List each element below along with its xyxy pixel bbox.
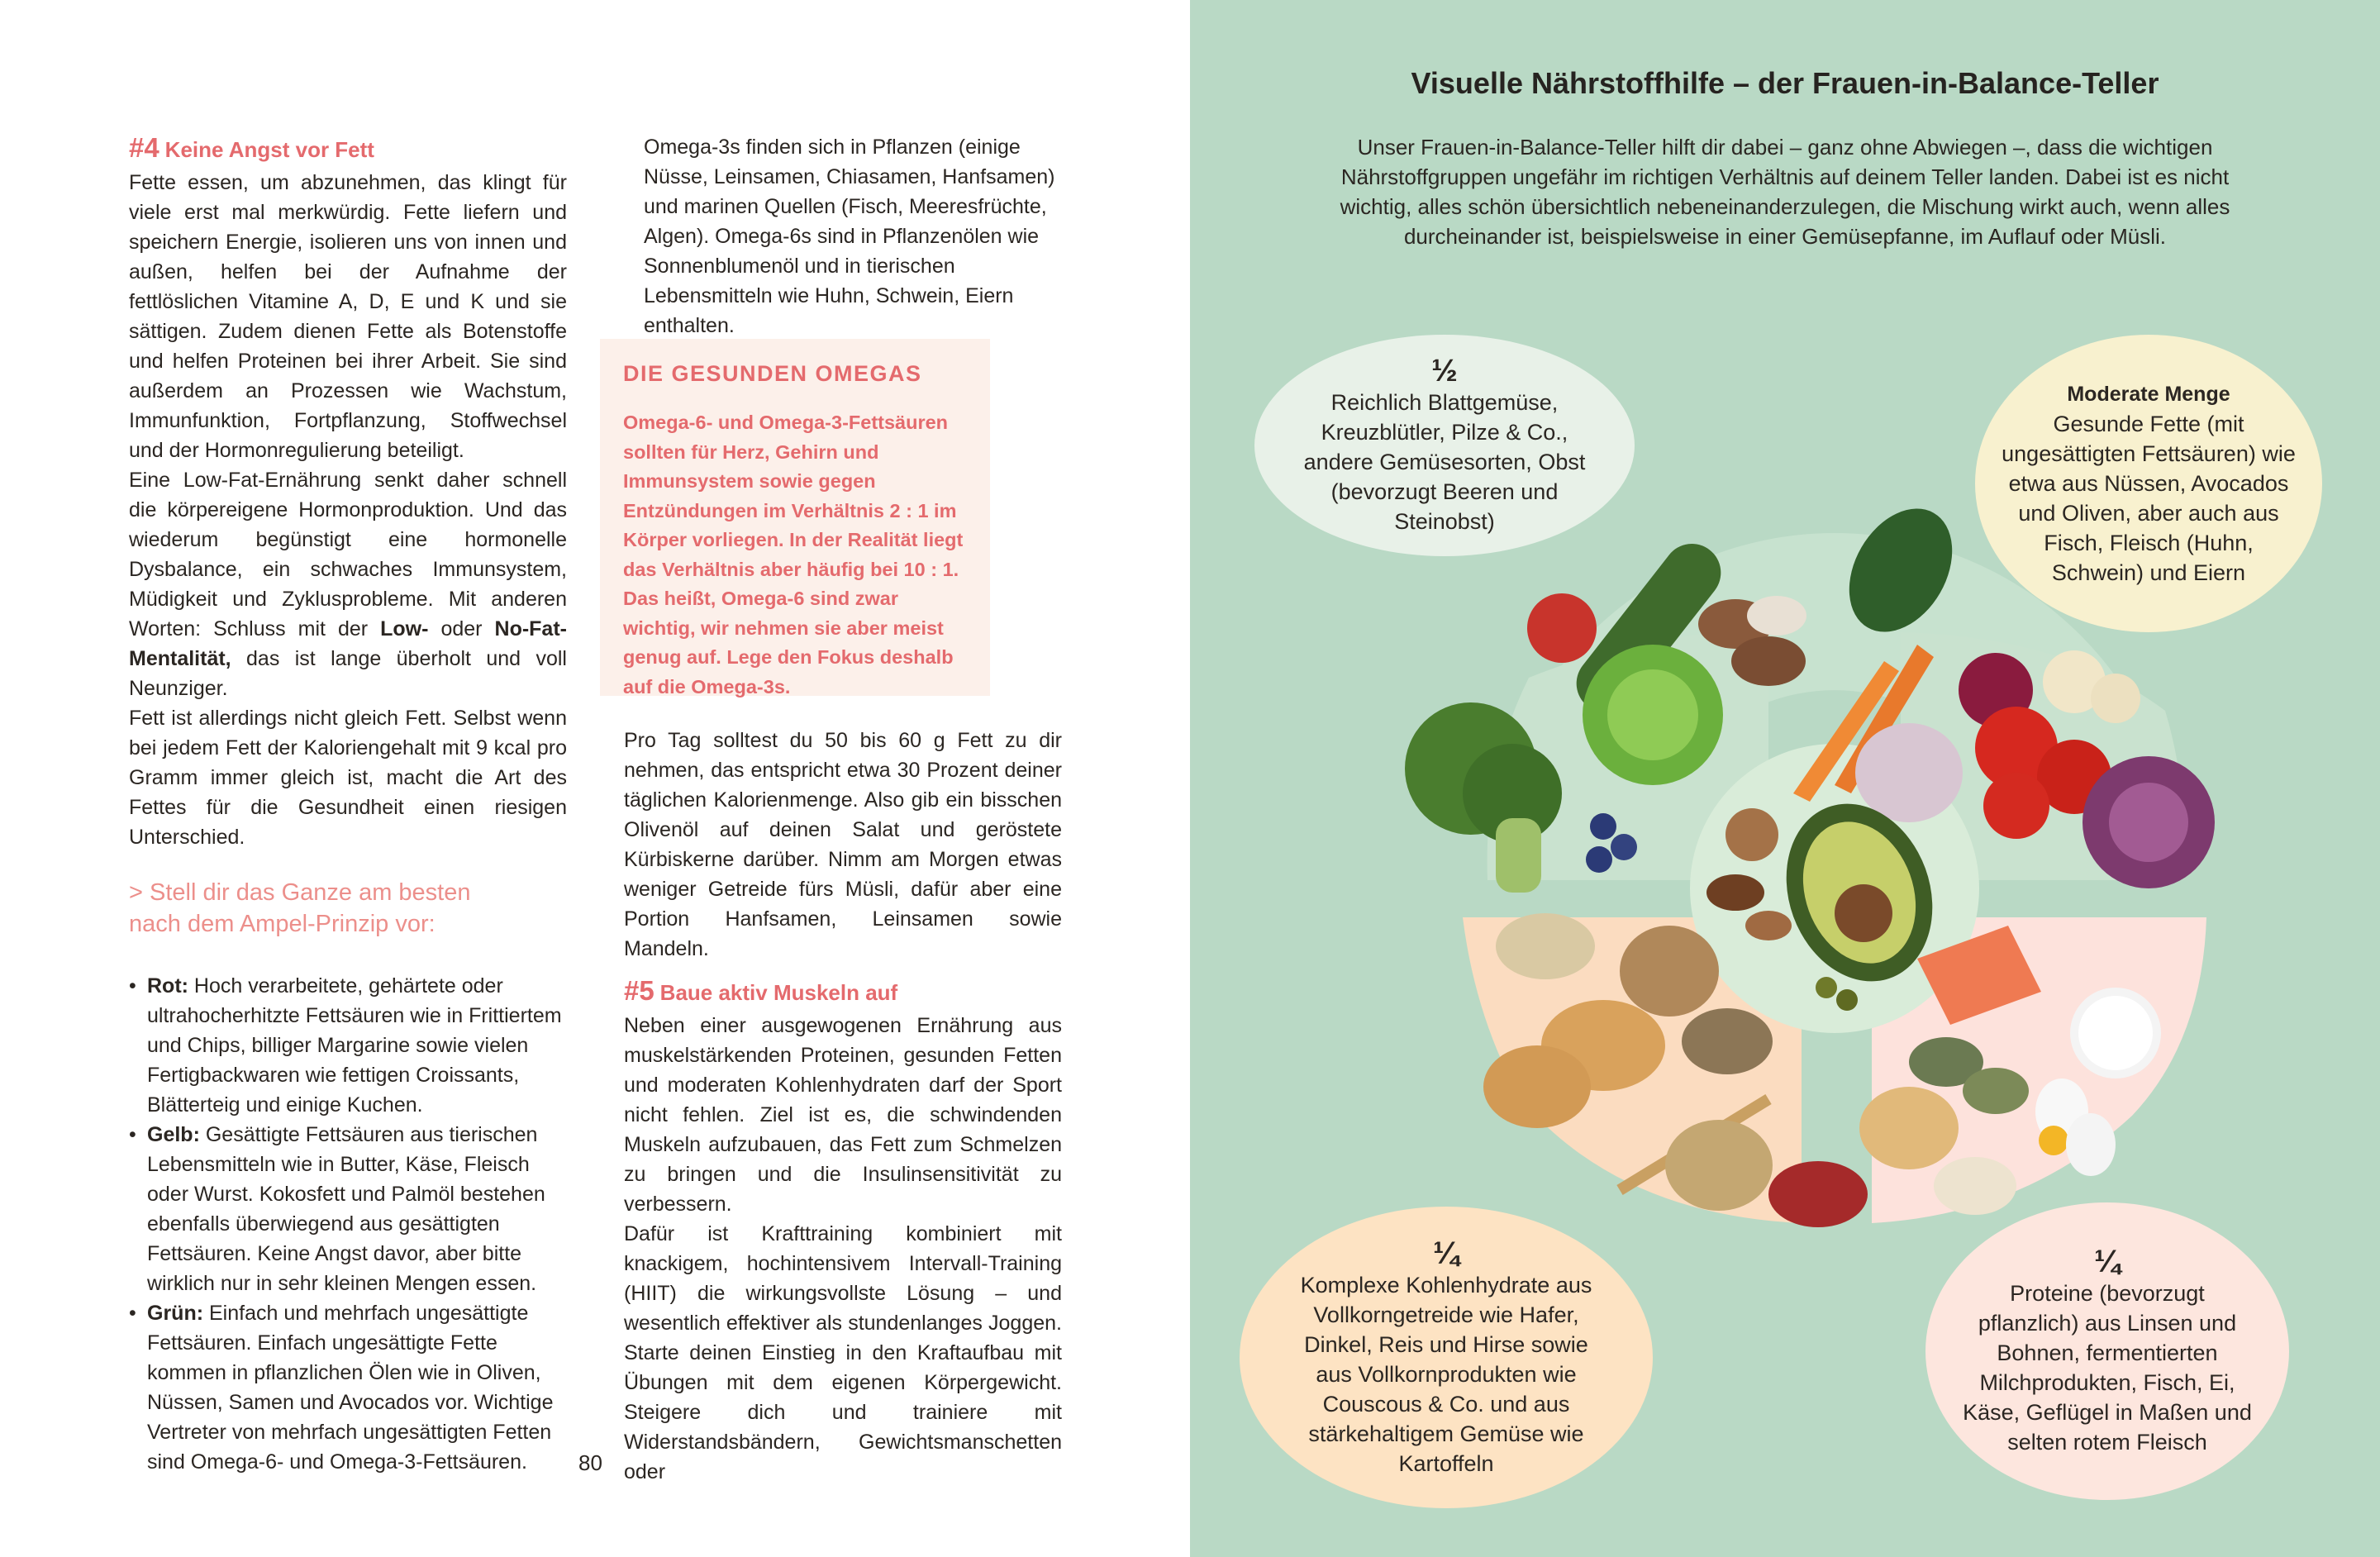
fat-amount-paragraph: Pro Tag solltest du 50 bis 60 g Fett zu dir nehmen, das entspricht etwa 30 Prozent deiner täglichen Kalorienmenge. Also gib ein bisschen Olivenöl auf deinen Salat und geröstete Kürbiskerne darüber. Nimm am Morgen etwas weniger Getreide fürs Müsli, dafür aber eine Portion Hanfsamen, Leinsamen sowie Mandeln. [624,729,1062,960]
almond [1745,911,1792,940]
omega-info-box [600,339,990,696]
avocado-pit [1835,884,1892,942]
apple [1527,593,1597,663]
proteins-fraction: ¼ [2094,1245,2121,1279]
mushroom [1731,636,1806,686]
rye-grains [1682,1008,1773,1074]
carbs-bubble [1240,1207,1653,1508]
bullet-text: Hoch verarbeitete, gehärtete oder ultrahocherhitzte Fettsäuren wie in Frittiertem und Chips, billiger Margarine sowie vielen Fertigbackwaren wie fettigen Croissants, Blätterteig und einige Kuchen. [147,974,562,1117]
list-item-red [129,971,567,1120]
ampel-callout [129,877,567,940]
fats-bubble [1975,335,2322,632]
section-4-title: Keine Angst vor Fett [164,137,374,162]
vegetables-fraction: ½ [1431,354,1458,388]
proteins-bubble [1925,1202,2289,1500]
mushroom [1747,596,1806,636]
section-4-heading [129,132,567,166]
left-column-2-bottom [624,726,1062,1487]
bullet-label: Gelb: [147,1123,200,1146]
grains [1665,1120,1773,1211]
proteins-text: Proteine (bevorzugt pflanzlich) aus Linsen und Bohnen, fermentierten Milchprodukten, Fisch, Ei, Käse, Geflügel in Maßen und selten rotem Fleisch [1963,1281,2252,1455]
garlic [1855,723,1963,822]
section-5-paragraph-1: Neben einer ausgewogenen Ernährung aus muskelstärkenden Proteinen, gesunden Fetten und moderaten Kohlenhydraten darf der Sport nicht fehlen. Ziel ist es, die schwindenden Muskeln aufzubauen, das Fett zum Schmelzen zu bringen und die Insulinsensitivität zu verbessern. [624,1014,1062,1216]
ampel-line-2: nach dem Ampel-Prinzip vor: [129,911,436,937]
section-5-number: #5 [624,975,654,1006]
kidney-beans [1768,1161,1868,1227]
fats-heading: Moderate Menge [2067,383,2230,406]
section-5-paragraph-2: Dafür ist Krafttraining kombiniert mit knackigem, hochintensivem Intervall-Training (HIIT) die wirkungsvollste Lösung – und wesentlich effektiver als stundenlanges Joggen. Starte deinen Einstieg in den Kraftaufbau mit Übungen mit dem eigenen Körpergewicht. Steigere dich und trainiere mit Widerstandsbändern, Gewichtsmanschetten oder [624,1222,1062,1483]
section-4-number: #4 [129,132,159,163]
paragraph-2-start: Eine Low-Fat-Ernährung senkt daher schnell die körpereigene Hormonproduktion. Und das wiederum begünstigt eine hormonelle Dysbalance, ein schwaches Immunsystem, Müdigkeit und Zyklusprobleme. Mit anderen Worten: Schluss mit der [129,469,567,640]
section-5-heading [624,975,1062,1009]
bullet-label: Grün: [147,1302,204,1325]
oats [1496,913,1595,979]
vegetables-text: Reichlich Blattgemüse, Kreuzblütler, Pilze & Co., andere Gemüsesorten, Obst (bevorzugt Beeren und Steinobst) [1303,390,1586,534]
bullet-text: Einfach und mehrfach ungesättigte Fettsäuren. Einfach ungesättigte Fette kommen in pflanzlichen Ölen wie in Oliven, Nüssen, Samen und Avocados vor. Wichtige Vertreter von mehrfach ungesättigten Fetten sind Omega-6- und Omega-3-Fettsäuren. [147,1302,554,1474]
section-5-title: Baue aktiv Muskeln auf [659,980,898,1005]
pasta [1620,926,1719,1017]
omega-box-text: Omega-6- und Omega-3-Fettsäuren sollten für Herz, Gehirn und Immunsystem sowie gegen Entzündungen im Verhältnis 2 : 1 im Körper vorliegen. In der Realität liegt das Verhältnis aber häufig bei 10 : 1. Das heißt, Omega-6 sind zwar wichtig, wir nehmen sie aber meist genug auf. Lege den Fokus deshalb auf die Omega-3s. [623,412,964,698]
omega-intro-paragraph: Omega-3s finden sich in Pflanzen (einige Nüsse, Leinsamen, Chiasamen, Hanfsamen) und marinen Quellen (Fisch, Meeresfrüchte, Algen). Omega-6s sind in Pflanzenölen wie Sonnenblumenöl und in tierischen Lebensmitteln wie Huhn, Schwein, Eiern enthalten. [644,136,1055,337]
section-4-paragraph-1: Fette essen, um abzunehmen, das klingt für viele erst mal merkwürdig. Fette liefern und speichern Energie, isolieren uns von innen und außen, helfen bei der Aufnahme der fettlöslichen Vitamine A, D, E und K und sie sättigen. Zudem dienen Fette als Botenstoffe und helfen Proteinen bei ihrer Arbeit. Sie sind außerdem an Prozessen wie Wachstum, Immunfunktion, Fortpflanzung, Stoffwechsel und der Hormonregulierung beteiligt. [129,171,567,462]
walnut [1726,808,1778,861]
right-page [1190,0,2380,1557]
pecan [1706,874,1764,911]
egg-yolk [2039,1126,2068,1155]
fat-traffic-light-list [129,971,567,1477]
page-number: 80 [578,1450,602,1475]
ampel-line-1: > Stell dir das Ganze am besten [129,879,471,906]
lentils-green [1963,1068,2029,1114]
omega-box-title: DIE GESUNDEN OMEGAS [623,361,922,386]
carbs-fraction: ¼ [1433,1236,1459,1271]
plate-title: Visuelle Nährstoffhilfe – der Frauen-in-Balance-Teller [1411,66,2159,100]
bullet-text: Gesättigte Fettsäuren aus tierischen Lebensmitteln wie in Butter, Käse, Fleisch oder Wurst. Kokosfett und Palmöl bestehen ebenfalls überwiegend aus gesättigten Fettsäuren. Keine Angst davor, aber bitte wirklich nur in sehr kleinen Mengen essen. [147,1123,545,1295]
blueberry [1590,813,1616,840]
bullet-label: Rot: [147,974,188,998]
left-column-1 [129,132,567,1477]
low-fat-term: Low- [380,617,429,640]
list-item-yellow [129,1120,567,1298]
white-beans [1934,1157,2016,1215]
plate-intro: Unser Frauen-in-Balance-Teller hilft dir dabei – ganz ohne Abwiegen –, dass die wichtigen Nährstoffgruppen ungefähr im richtigen Verhältnis auf deinem Teller landen. Dabei ist es nicht wichtig, alles schön übersichtlich nebeneinanderzulegen, die Mischung wirkt auch, wenn alles durcheinander ist, beispielsweise in einer Gemüsepfanne, im Auflauf oder Müsli. [1340,135,2230,249]
olive [1816,977,1837,998]
carbs-text: Komplexe Kohlenhydrate aus Vollkorngetreide wie Hafer, Dinkel, Reis und Hirse sowie aus Vollkornprodukten wie Couscous & Co. und aus stärkehaltigem Gemüse wie Kartoffeln [1300,1272,1592,1476]
fats-text: Gesunde Fette (mit ungesättigten Fettsäuren) wie etwa aus Nüssen, Avocados und Oliven, aber auch aus Fisch, Fleisch (Huhn, Schwein) und Eiern [2002,412,2296,585]
chickpeas [1859,1087,1959,1169]
paragraph-2-end: das ist lange überholt und voll Neunziger. [129,647,567,700]
list-item-green [129,1298,567,1477]
left-column-2-top [624,132,1062,340]
vegetables-bubble [1254,335,1635,556]
no-fat-term: No-Fat-Mentalität, [129,617,567,670]
or-word: oder [428,617,495,640]
section-4-paragraph-2 [129,465,567,703]
section-4-paragraph-3: Fett ist allerdings nicht gleich Fett. Selbst wenn bei jedem Fett der Kaloriengehalt mit 9 kcal pro Gramm immer gleich ist, macht die Art des Fettes für die Gesundheit einen riesigen Unterschied. [129,707,567,849]
